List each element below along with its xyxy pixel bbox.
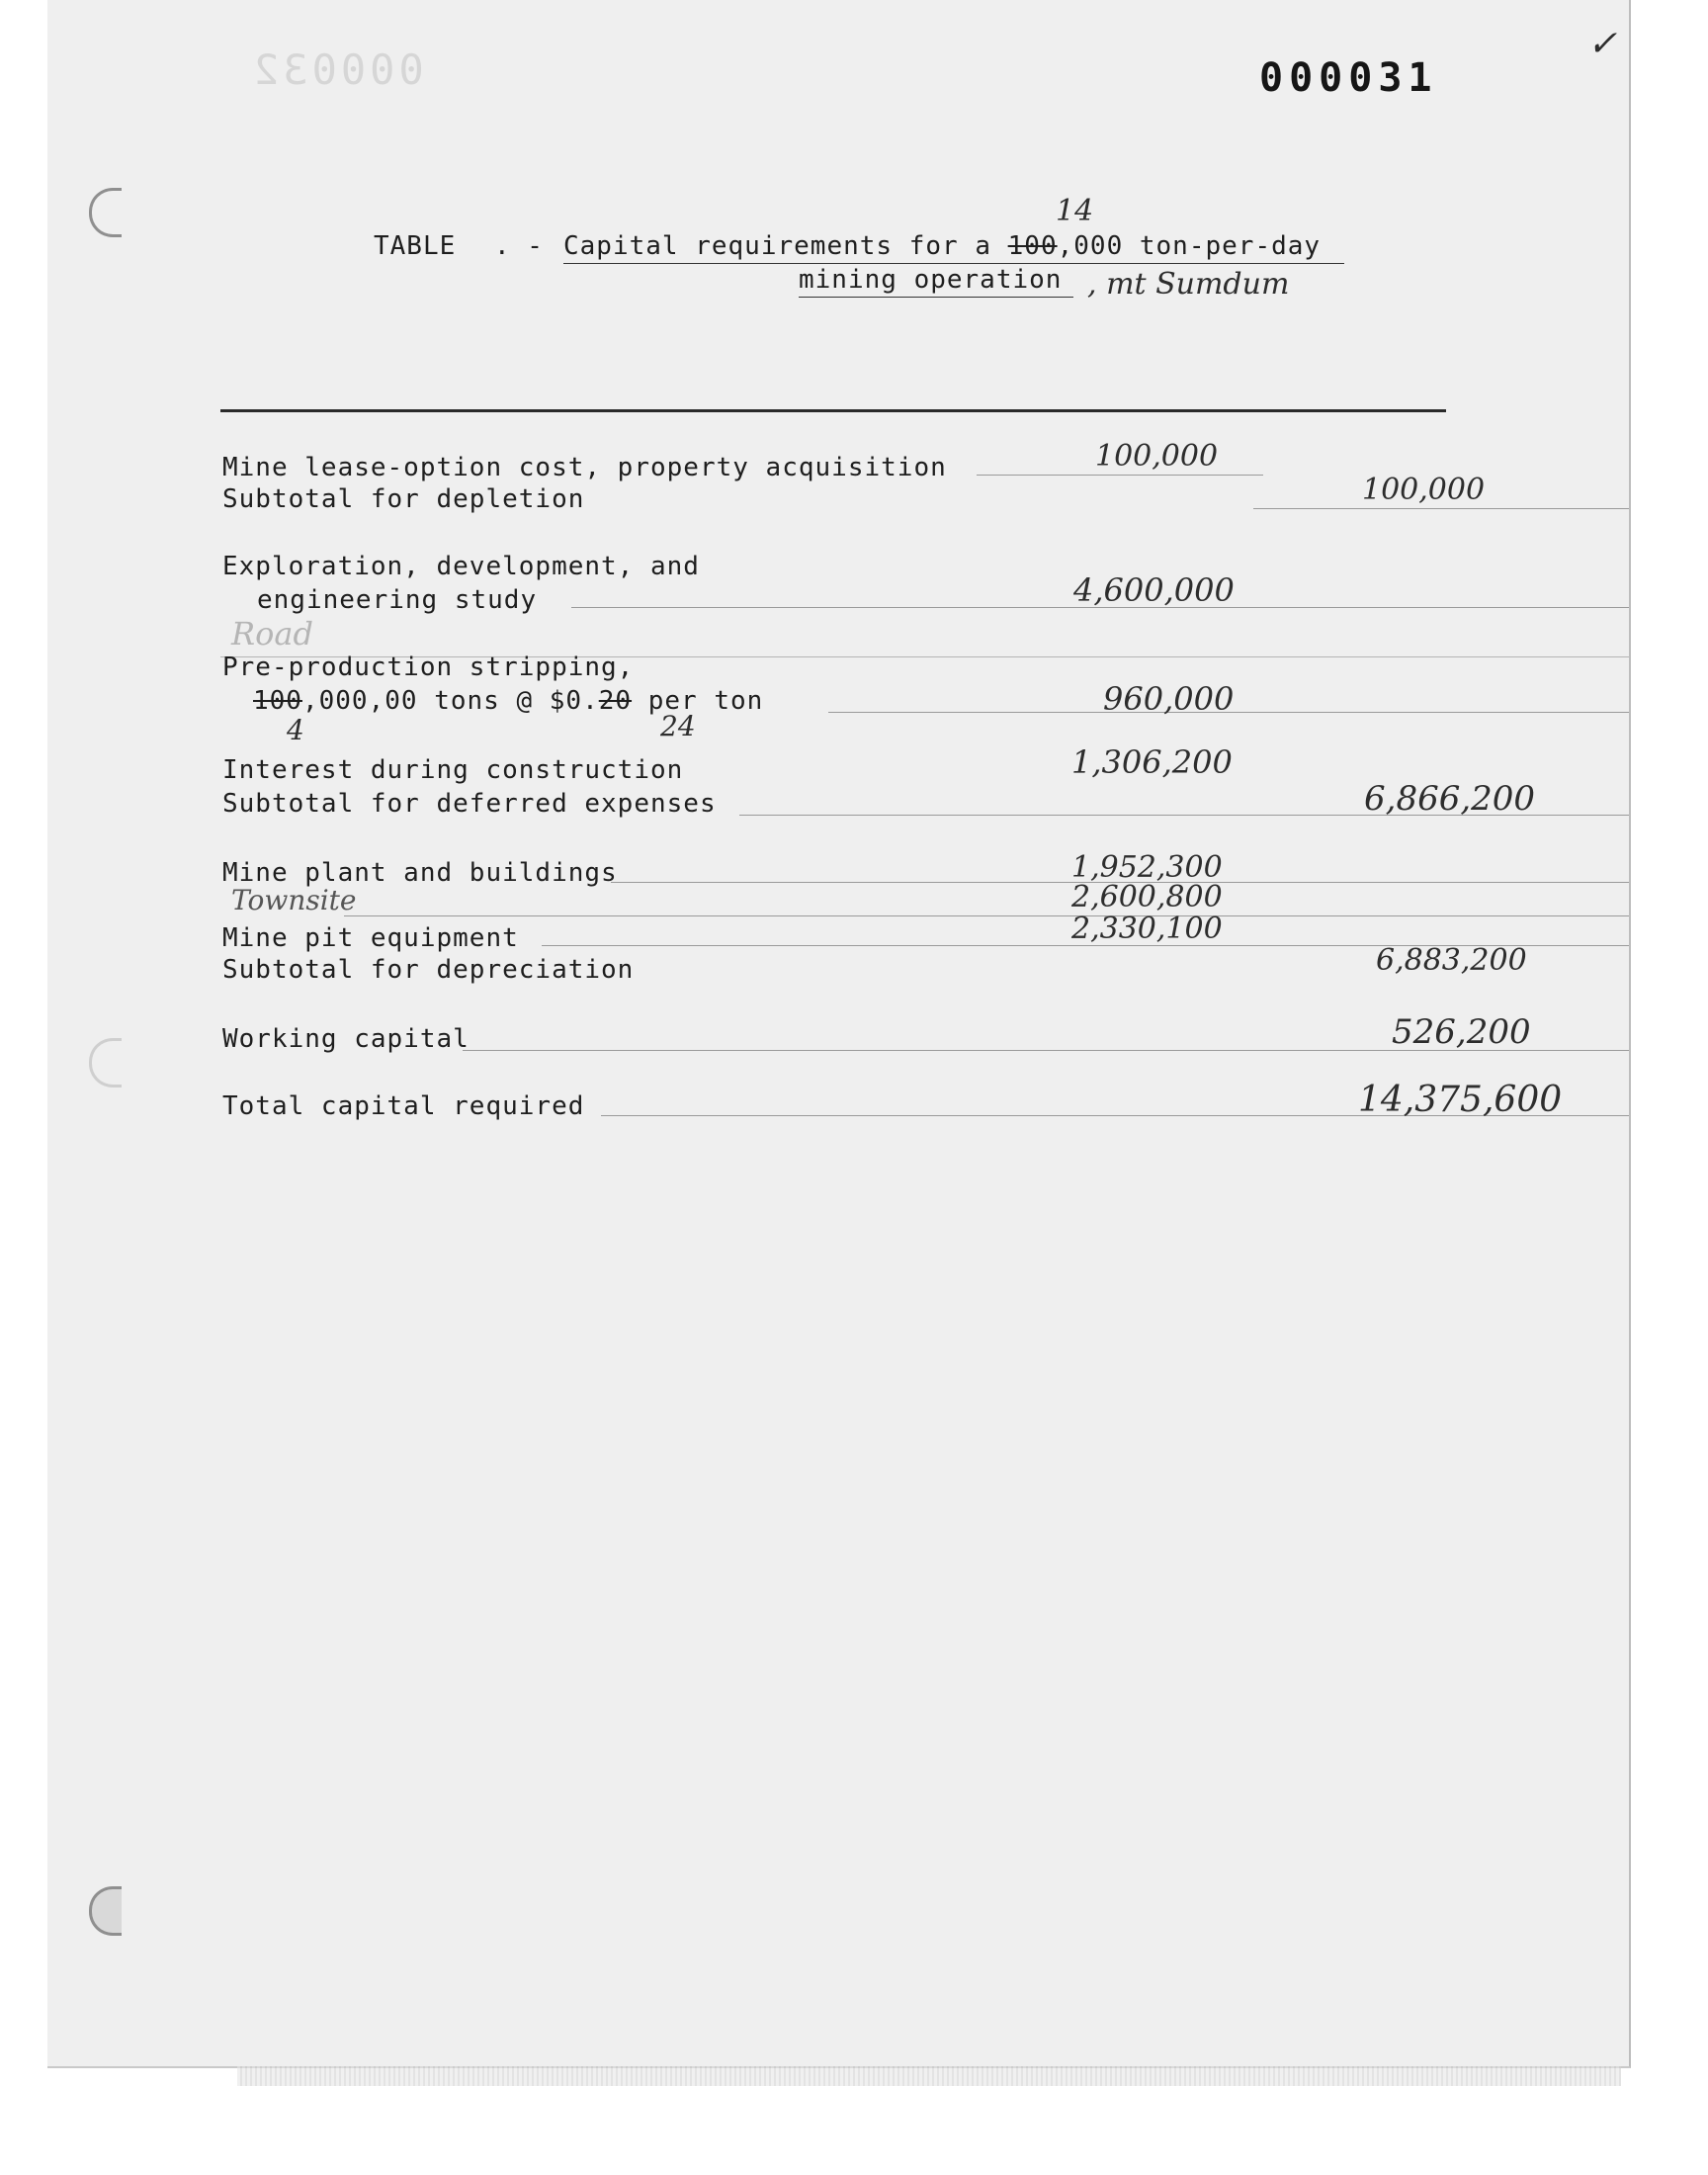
row-amount: 1,306,200 xyxy=(1071,743,1233,781)
row-label-line-1: Pre-production stripping, xyxy=(222,652,635,682)
stripping-rate-correction: 24 xyxy=(660,710,696,742)
title-line-1-text-end: ,000 ton-per-day xyxy=(1057,231,1322,261)
document-number: 000031 xyxy=(1259,55,1438,101)
scan-edge-shadow xyxy=(237,2066,1621,2086)
title-prefix: TABLE xyxy=(374,231,457,261)
title-tons-struck: 100 xyxy=(1007,231,1058,261)
title-line-2: mining operation xyxy=(799,265,1063,295)
stripping-tons-struck: 100 xyxy=(253,686,302,716)
row-amount: 4,600,000 xyxy=(1073,571,1235,609)
punch-hole-icon xyxy=(89,1038,122,1088)
row-amount: 2,330,100 xyxy=(1071,912,1223,946)
row-total: 14,375,600 xyxy=(1358,1080,1563,1120)
row-label-handwritten: Townsite xyxy=(231,884,357,916)
row-amount: 100,000 xyxy=(1095,439,1219,474)
title-handwritten-location: , mt Sumdum xyxy=(1087,267,1290,302)
row-label-line-2: engineering study xyxy=(257,585,538,615)
stripping-label-end: per ton xyxy=(632,686,764,716)
check-mark-icon: ✓ xyxy=(1587,24,1618,64)
title-line-1-text: Capital requirements for a xyxy=(563,231,1008,261)
row-label-line-1: Exploration, development, and xyxy=(222,552,700,581)
row-label: Interest during construction xyxy=(222,755,684,785)
row-label: Subtotal for depreciation xyxy=(222,955,635,985)
punch-hole-icon xyxy=(89,1886,122,1936)
stripping-label-mid: ,000,00 tons @ $0. xyxy=(301,686,599,716)
document-page xyxy=(47,0,1631,2068)
row-total: 6,883,200 xyxy=(1376,943,1527,978)
row-amount: 2,600,800 xyxy=(1071,880,1223,914)
title-line-1 xyxy=(563,231,1321,261)
title-separator: . - xyxy=(494,231,544,261)
row-total: 100,000 xyxy=(1362,473,1486,507)
row-label: Subtotal for deferred expenses xyxy=(222,789,717,819)
row-label: Mine plant and buildings xyxy=(222,858,618,888)
stripping-tons-correction: 4 xyxy=(287,714,304,746)
header-rule xyxy=(220,409,1446,412)
row-total: 526,200 xyxy=(1392,1012,1531,1052)
stripping-rate-struck: 20 xyxy=(598,686,633,716)
row-label: Total capital required xyxy=(222,1091,585,1121)
row-amount: 1,952,300 xyxy=(1071,850,1223,885)
row-amount: 960,000 xyxy=(1103,680,1235,718)
punch-hole-icon xyxy=(89,188,122,237)
row-label-handwritten: Road xyxy=(231,615,313,652)
row-label: Working capital xyxy=(222,1024,470,1054)
row-label: Mine pit equipment xyxy=(222,923,519,953)
row-total: 6,866,200 xyxy=(1364,779,1536,819)
row-label: Subtotal for depletion xyxy=(222,484,585,514)
row-label: Mine lease-option cost, property acquisition xyxy=(222,453,947,482)
title-tons-correction: 14 xyxy=(1056,194,1094,228)
bleed-through-number: 000032 xyxy=(250,45,424,94)
